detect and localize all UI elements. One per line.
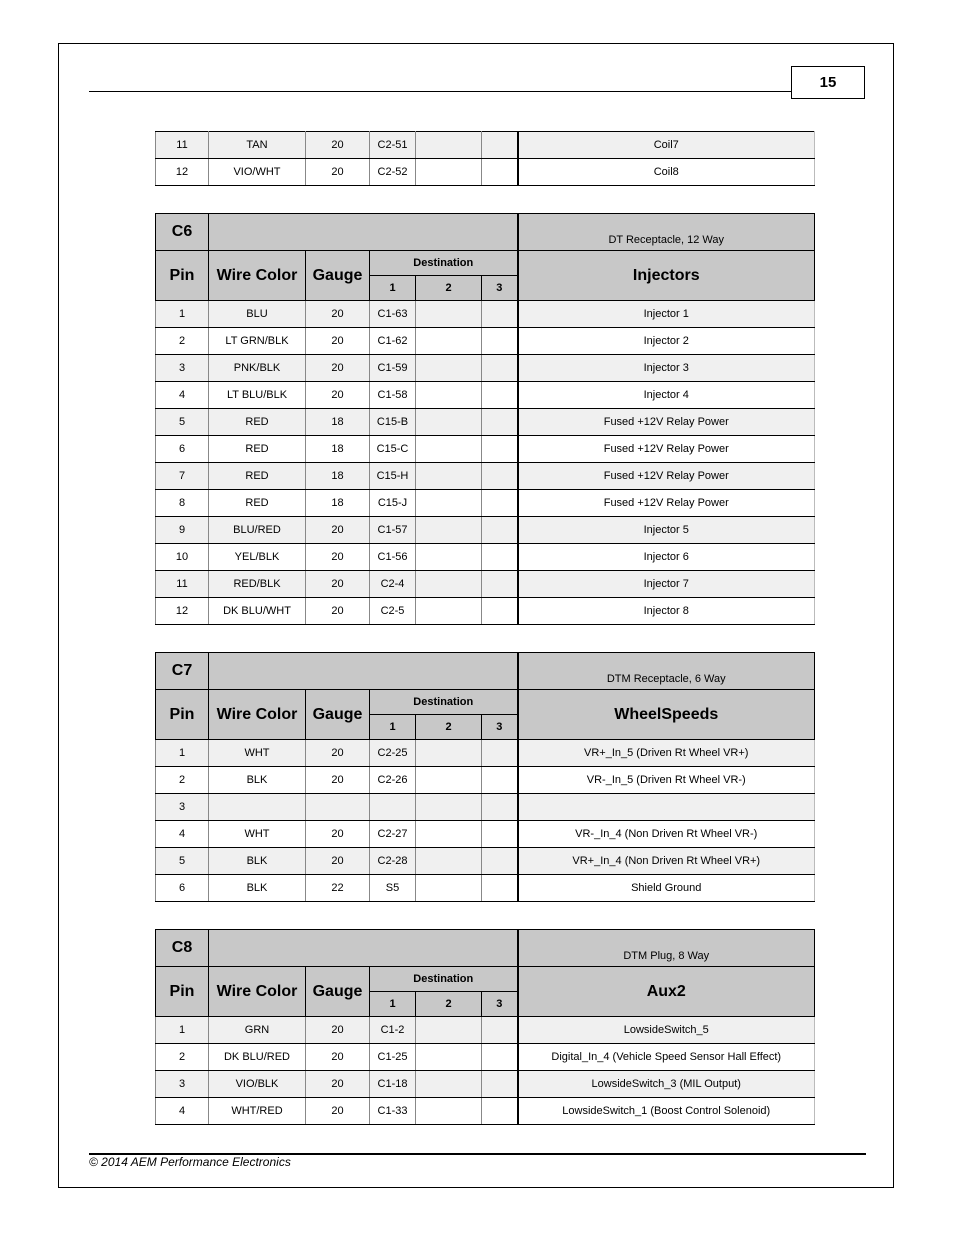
wire-color-cell: BLK [209,875,306,902]
connector-id-spacer [209,930,518,967]
table-row [156,544,815,571]
wire-color-cell: YEL/BLK [209,544,306,571]
header-pin: Pin [156,251,209,301]
destination-1-cell: C1-18 [370,1071,416,1098]
destination-1-cell: C1-57 [370,517,416,544]
destination-2-cell [416,571,482,598]
destination-1-cell: C2-26 [370,767,416,794]
continued-pin-table [155,131,815,186]
connector-title: WheelSpeeds [518,690,815,740]
table-row [156,848,815,875]
header-dest-3: 3 [482,276,518,301]
wire-color-cell: TAN [209,132,306,159]
pin-cell: 1 [156,740,209,767]
header-pin: Pin [156,967,209,1017]
header-dest-1: 1 [370,276,416,301]
function-cell: Shield Ground [518,875,815,902]
function-cell: VR-_In_4 (Non Driven Rt Wheel VR-) [518,821,815,848]
pin-cell: 5 [156,848,209,875]
destination-1-cell: C1-33 [370,1098,416,1125]
table-row [156,1098,815,1125]
destination-2-cell [416,463,482,490]
wire-color-cell: LT BLU/BLK [209,382,306,409]
function-cell: Injector 6 [518,544,815,571]
destination-2-cell [416,1017,482,1044]
header-rule [89,91,791,92]
pin-cell: 6 [156,436,209,463]
wire-color-cell: GRN [209,1017,306,1044]
table-row [156,794,815,821]
page-number: 15 [791,66,865,99]
connector-id-spacer [209,214,518,251]
pin-cell: 5 [156,409,209,436]
destination-3-cell [482,740,518,767]
function-cell: Injector 5 [518,517,815,544]
wire-color-cell: PNK/BLK [209,355,306,382]
destination-3-cell [482,794,518,821]
destination-3-cell [482,571,518,598]
header-dest-3: 3 [482,715,518,740]
destination-1-cell: C2-4 [370,571,416,598]
table-row [156,301,815,328]
destination-3-cell [482,301,518,328]
wire-color-cell: RED [209,490,306,517]
pin-cell: 8 [156,490,209,517]
pin-cell: 3 [156,1071,209,1098]
destination-3-cell [482,875,518,902]
header-dest-1: 1 [370,715,416,740]
function-cell: Injector 1 [518,301,815,328]
table-row [156,740,815,767]
destination-3-cell [482,1098,518,1125]
destination-3-cell [482,436,518,463]
destination-1-cell: C1-58 [370,382,416,409]
function-cell: Injector 7 [518,571,815,598]
function-cell: LowsideSwitch_5 [518,1017,815,1044]
table-row [156,1071,815,1098]
pin-cell: 9 [156,517,209,544]
header-dest-2: 2 [416,276,482,301]
connector-table-c6 [155,213,815,625]
table-row [156,382,815,409]
table-row [156,463,815,490]
destination-1-cell: C1-63 [370,301,416,328]
gauge-cell: 20 [306,517,370,544]
wire-color-cell: DK BLU/RED [209,1044,306,1071]
pin-cell: 12 [156,598,209,625]
destination-2-cell [416,740,482,767]
pin-cell: 3 [156,355,209,382]
destination-2-cell [416,328,482,355]
connector-table-c7 [155,652,815,902]
destination-2-cell [416,355,482,382]
pin-cell: 6 [156,875,209,902]
table-row [156,875,815,902]
function-cell [518,794,815,821]
pin-cell: 7 [156,463,209,490]
header-destination: Destination [370,967,518,992]
destination-2-cell [416,490,482,517]
destination-1-cell: C2-52 [370,159,416,186]
gauge-cell: 20 [306,821,370,848]
destination-2-cell [416,848,482,875]
gauge-cell: 18 [306,490,370,517]
table-row [156,490,815,517]
pin-cell: 2 [156,328,209,355]
table-row [156,355,815,382]
wire-color-cell: WHT/RED [209,1098,306,1125]
destination-3-cell [482,598,518,625]
gauge-cell: 20 [306,1044,370,1071]
gauge-cell: 20 [306,382,370,409]
header-dest-2: 2 [416,992,482,1017]
destination-3-cell [482,328,518,355]
table-row [156,598,815,625]
pin-cell: 4 [156,382,209,409]
destination-1-cell: C1-2 [370,1017,416,1044]
destination-1-cell: C2-51 [370,132,416,159]
destination-3-cell [482,490,518,517]
function-cell: VR-_In_5 (Driven Rt Wheel VR-) [518,767,815,794]
connector-type: DTM Plug, 8 Way [518,930,815,967]
destination-3-cell [482,1071,518,1098]
table-row [156,132,815,159]
function-cell: Fused +12V Relay Power [518,463,815,490]
function-cell: LowsideSwitch_1 (Boost Control Solenoid) [518,1098,815,1125]
destination-3-cell [482,382,518,409]
pin-cell: 12 [156,159,209,186]
wire-color-cell: VIO/BLK [209,1071,306,1098]
gauge-cell: 20 [306,848,370,875]
gauge-cell: 18 [306,409,370,436]
header-wire-color: Wire Color [209,251,306,301]
gauge-cell: 20 [306,571,370,598]
pin-cell: 2 [156,767,209,794]
header-gauge: Gauge [306,690,370,740]
destination-1-cell: C2-27 [370,821,416,848]
wire-color-cell: WHT [209,821,306,848]
wire-color-cell: BLU/RED [209,517,306,544]
wire-color-cell: RED [209,436,306,463]
gauge-cell: 20 [306,159,370,186]
gauge-cell: 18 [306,436,370,463]
wire-color-cell: BLU [209,301,306,328]
function-cell: Injector 8 [518,598,815,625]
destination-3-cell [482,848,518,875]
footer-copyright: © 2014 AEM Performance Electronics [89,1155,291,1169]
table-row [156,821,815,848]
function-cell: Fused +12V Relay Power [518,490,815,517]
header-gauge: Gauge [306,251,370,301]
destination-2-cell [416,794,482,821]
function-cell: Injector 2 [518,328,815,355]
table-row [156,1017,815,1044]
header-wire-color: Wire Color [209,690,306,740]
gauge-cell: 20 [306,1071,370,1098]
wire-color-cell [209,794,306,821]
table-row [156,571,815,598]
destination-1-cell: C2-25 [370,740,416,767]
pin-cell: 11 [156,571,209,598]
gauge-cell: 20 [306,355,370,382]
wire-color-cell: DK BLU/WHT [209,598,306,625]
function-cell: LowsideSwitch_3 (MIL Output) [518,1071,815,1098]
wire-color-cell: BLK [209,767,306,794]
destination-3-cell [482,544,518,571]
function-cell: VR+_In_5 (Driven Rt Wheel VR+) [518,740,815,767]
destination-3-cell [482,1044,518,1071]
table-row [156,328,815,355]
wire-color-cell: RED [209,463,306,490]
function-cell: Injector 3 [518,355,815,382]
connector-id-spacer [209,653,518,690]
wire-color-cell: BLK [209,848,306,875]
function-cell: VR+_In_4 (Non Driven Rt Wheel VR+) [518,848,815,875]
destination-2-cell [416,767,482,794]
table-row [156,517,815,544]
destination-1-cell: C1-56 [370,544,416,571]
gauge-cell: 20 [306,598,370,625]
pin-cell: 2 [156,1044,209,1071]
table-row [156,1044,815,1071]
destination-1-cell: C1-25 [370,1044,416,1071]
wire-color-cell: RED/BLK [209,571,306,598]
pin-cell: 11 [156,132,209,159]
pin-cell: 4 [156,1098,209,1125]
destination-2-cell [416,821,482,848]
destination-2-cell [416,517,482,544]
destination-2-cell [416,875,482,902]
destination-2-cell [416,1071,482,1098]
header-destination: Destination [370,690,518,715]
destination-3-cell [482,1017,518,1044]
destination-2-cell [416,301,482,328]
function-cell: Fused +12V Relay Power [518,436,815,463]
destination-1-cell: C2-28 [370,848,416,875]
gauge-cell: 20 [306,132,370,159]
destination-2-cell [416,1044,482,1071]
destination-1-cell [370,794,416,821]
destination-3-cell [482,821,518,848]
destination-2-cell [416,159,482,186]
header-wire-color: Wire Color [209,967,306,1017]
wire-color-cell: VIO/WHT [209,159,306,186]
destination-2-cell [416,132,482,159]
gauge-cell: 20 [306,740,370,767]
header-pin: Pin [156,690,209,740]
table-row [156,436,815,463]
destination-3-cell [482,132,518,159]
gauge-cell: 20 [306,328,370,355]
wire-color-cell: LT GRN/BLK [209,328,306,355]
destination-1-cell: C15-J [370,490,416,517]
header-dest-3: 3 [482,992,518,1017]
destination-3-cell [482,767,518,794]
pin-cell: 10 [156,544,209,571]
gauge-cell: 20 [306,1017,370,1044]
function-cell: Fused +12V Relay Power [518,409,815,436]
pin-cell: 3 [156,794,209,821]
function-cell: Digital_In_4 (Vehicle Speed Sensor Hall Effect) [518,1044,815,1071]
pin-cell: 1 [156,301,209,328]
destination-3-cell [482,159,518,186]
gauge-cell: 20 [306,767,370,794]
table-row [156,767,815,794]
gauge-cell: 18 [306,463,370,490]
connector-id: C6 [156,214,209,251]
destination-2-cell [416,598,482,625]
destination-3-cell [482,517,518,544]
connector-id: C8 [156,930,209,967]
destination-1-cell: C15-H [370,463,416,490]
gauge-cell: 22 [306,875,370,902]
function-cell: Injector 4 [518,382,815,409]
gauge-cell [306,794,370,821]
destination-1-cell: C15-C [370,436,416,463]
header-gauge: Gauge [306,967,370,1017]
wire-color-cell: WHT [209,740,306,767]
destination-1-cell: C1-59 [370,355,416,382]
gauge-cell: 20 [306,1098,370,1125]
destination-2-cell [416,544,482,571]
pin-cell: 1 [156,1017,209,1044]
destination-3-cell [482,355,518,382]
header-destination: Destination [370,251,518,276]
connector-type: DT Receptacle, 12 Way [518,214,815,251]
destination-1-cell: S5 [370,875,416,902]
destination-2-cell [416,1098,482,1125]
connector-id: C7 [156,653,209,690]
destination-1-cell: C2-5 [370,598,416,625]
destination-1-cell: C1-62 [370,328,416,355]
destination-2-cell [416,382,482,409]
destination-3-cell [482,409,518,436]
gauge-cell: 20 [306,301,370,328]
function-cell: Coil8 [518,159,815,186]
connector-title: Aux2 [518,967,815,1017]
destination-2-cell [416,436,482,463]
connector-title: Injectors [518,251,815,301]
connector-table-c8 [155,929,815,1125]
wire-color-cell: RED [209,409,306,436]
gauge-cell: 20 [306,544,370,571]
table-row [156,409,815,436]
header-dest-1: 1 [370,992,416,1017]
connector-type: DTM Receptacle, 6 Way [518,653,815,690]
table-row [156,159,815,186]
header-dest-2: 2 [416,715,482,740]
destination-1-cell: C15-B [370,409,416,436]
pin-cell: 4 [156,821,209,848]
destination-3-cell [482,463,518,490]
destination-2-cell [416,409,482,436]
function-cell: Coil7 [518,132,815,159]
